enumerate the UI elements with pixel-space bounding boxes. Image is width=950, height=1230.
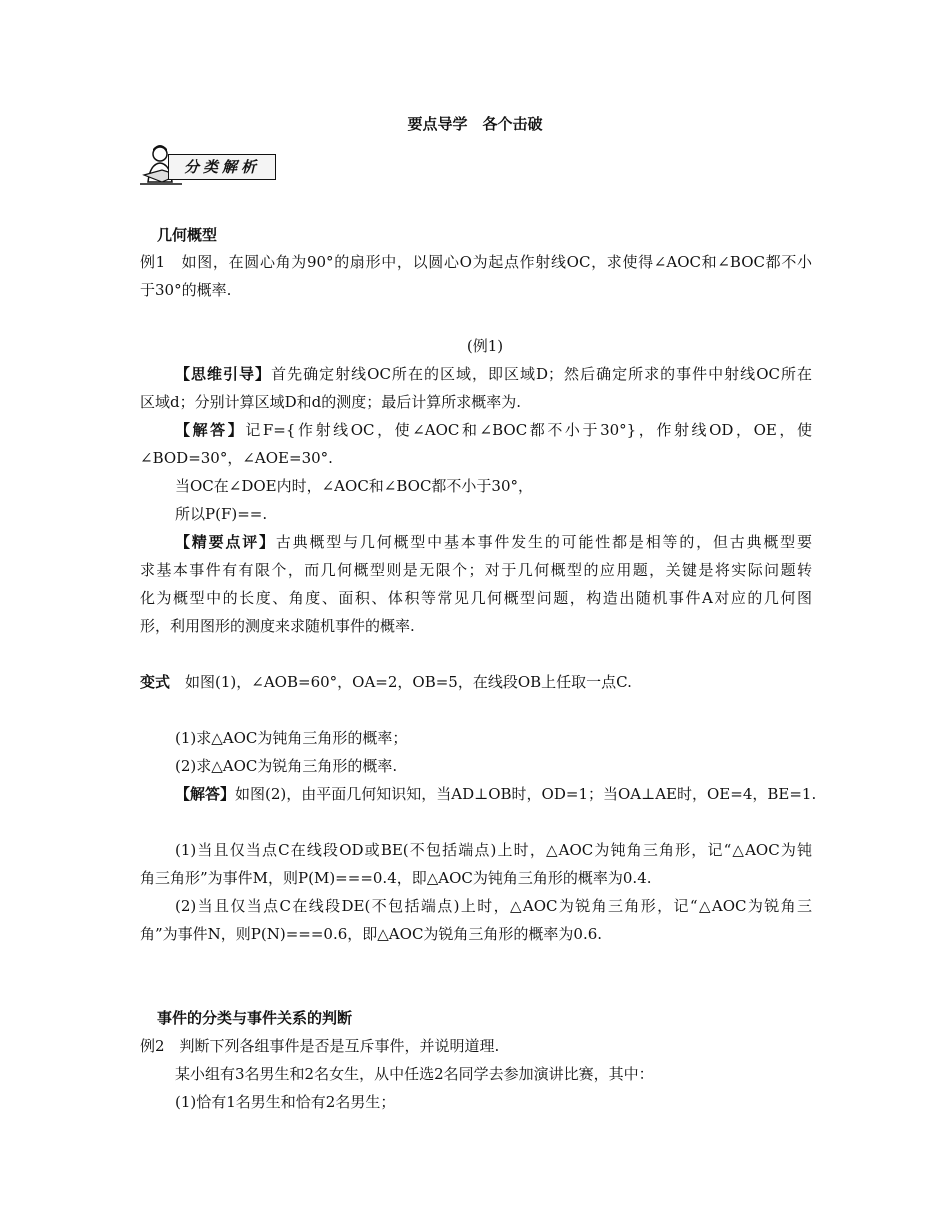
page-title: 要点导学 各个击破: [407, 115, 543, 133]
variant-part2-line1: (2)当且仅当点C在线段DE(不包括端点)上时，△AOC为锐角三角形，记“△AOC为锐角三: [175, 897, 812, 915]
comment-text1: 古典概型与几何概型中基本事件发生的可能性都是相等的，但古典概型要: [275, 533, 812, 551]
variant-part2-line2: 角”为事件N，则P(N)===0.6，即△AOC为锐角三角形的概率为0.6.: [140, 925, 603, 943]
example1-line1: 例1 如图，在圆心角为90°的扇形中，以圆心O为起点作射线OC，求使得∠AOC和∠BOC都不小: [140, 253, 812, 271]
variant-answer-text: 如图(2)，由平面几何知识知，当AD⊥OB时，OD=1；当OA⊥AE时，OE=4，BE=1.: [235, 785, 817, 803]
comment-line1: [175, 532, 812, 552]
figure-caption: (例1): [466, 337, 504, 355]
comment-line3: 化为概型中的长度、角度、面积、体积等常见几何概型问题，构造出随机事件A对应的几何图: [140, 589, 812, 607]
example1-line2: 于30°的概率.: [140, 281, 232, 299]
answer1-line4: 所以P(F)==.: [175, 505, 268, 523]
comment-label: 【精要点评】: [175, 533, 276, 551]
example2-line1: 例2 判断下列各组事件是否是互斥事件，并说明道理.: [140, 1037, 500, 1055]
badge-label: 分类解析: [168, 154, 276, 180]
answer1-label: 【解答】: [175, 421, 246, 439]
answer1-text1: 记F={作射线OC，使∠AOC和∠BOC都不小于30°}，作射线OD，OE，使: [245, 421, 812, 439]
guide-label: 【思维引导】: [175, 365, 272, 383]
guide-text1: 首先确定射线OC所在的区域，即区域D；然后确定所求的事件中射线OC所在: [271, 365, 812, 383]
section-badge: [138, 142, 276, 188]
variant-answer-line1: [175, 784, 816, 804]
comment-line2: 求基本事件有有限个，而几何概型则是无限个；对于几何概型的应用题，关键是将实际问题转: [140, 561, 812, 579]
answer1-line3: 当OC在∠DOE内时，∠AOC和∠BOC都不小于30°，: [175, 477, 534, 495]
section-heading-geometric: 几何概型: [157, 226, 218, 244]
variant-part1-line1: (1)当且仅当点C在线段OD或BE(不包括端点)上时，△AOC为钝角三角形，记“△AOC为钝: [175, 841, 812, 859]
section-heading-events: 事件的分类与事件关系的判断: [157, 1009, 353, 1027]
variant-answer-label: 【解答】: [175, 785, 236, 803]
answer1-line1: [175, 420, 812, 440]
variant-question2: (2)求△AOC为锐角三角形的概率.: [175, 757, 398, 775]
variant-label: 变式: [140, 673, 171, 691]
answer1-line2: ∠BOD=30°，∠AOE=30°.: [140, 449, 333, 467]
example2-line3: (1)恰有1名男生和恰有2名男生；: [175, 1093, 396, 1111]
variant-line1: [140, 672, 632, 692]
variant-question1: (1)求△AOC为钝角三角形的概率；: [175, 729, 408, 747]
variant-part1-line2: 角三角形”为事件M，则P(M)===0.4，即△AOC为钝角三角形的概率为0.4.: [140, 869, 652, 887]
variant-text1: 如图(1)，∠AOB=60°，OA=2，OB=5，在线段OB上任取一点C.: [185, 673, 632, 691]
guide-line2: 区域d；分别计算区域D和d的测度；最后计算所求概率为.: [140, 393, 522, 411]
example2-line2: 某小组有3名男生和2名女生，从中任选2名同学去参加演讲比赛，其中：: [175, 1065, 654, 1083]
guide-line1: [175, 364, 812, 384]
comment-line4: 形，利用图形的测度来求随机事件的概率.: [140, 617, 415, 635]
